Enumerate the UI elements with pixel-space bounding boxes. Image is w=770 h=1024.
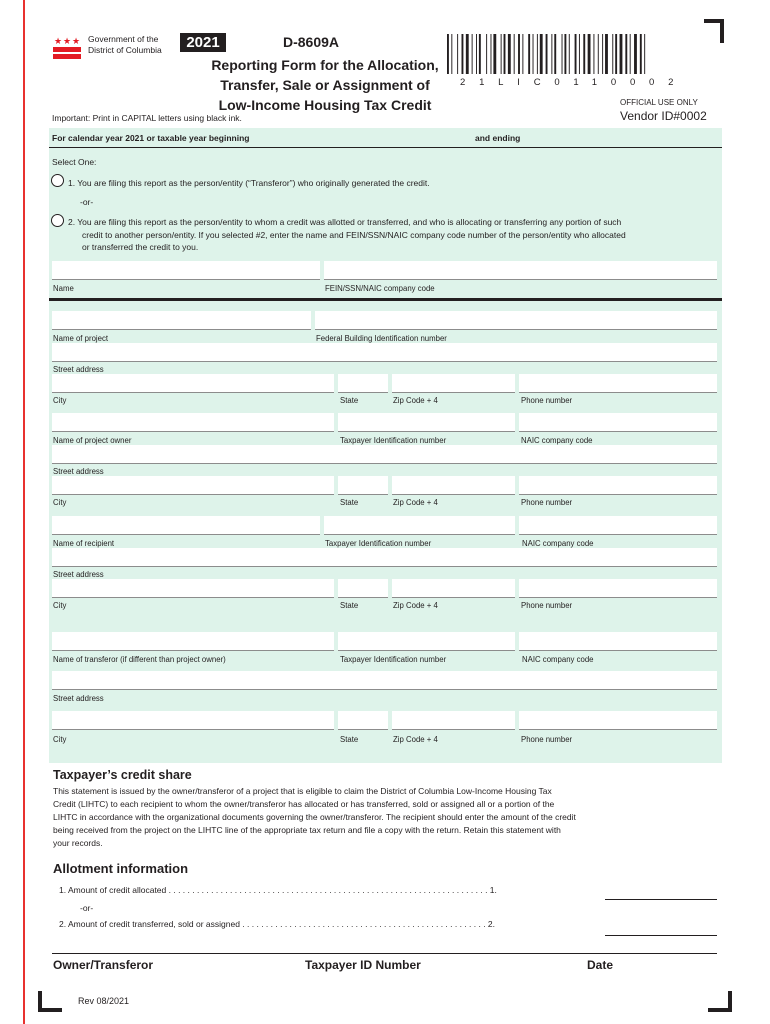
barcode-bar (462, 34, 464, 74)
barcode-bar (564, 34, 566, 74)
allotment-line2: 2. Amount of credit transferred, sold or assigned . . . . . . . . . . . . . . . . . . . . . . . . . . . . . . . . . . . . . . . . . . . . . . . . . . . . 2. (59, 919, 496, 929)
paragraph-line: LIHTC in accordance with the organizational documents governing the owner/transferor. The recipient should enter the amount of the credit (53, 812, 576, 822)
barcode-bar (593, 34, 594, 74)
barcode-bar (598, 34, 599, 74)
project-city-input[interactable] (52, 374, 334, 393)
paragraph-line: your records. (53, 838, 103, 848)
period-ending-label: and ending (475, 133, 521, 143)
street-label: Street address (53, 467, 104, 476)
divider (49, 147, 722, 148)
project-owner-label: Name of project owner (53, 436, 132, 445)
recipient-tin-input[interactable] (324, 516, 515, 535)
state-label: State (340, 601, 359, 610)
tax-year-badge: 2021 (180, 33, 226, 52)
option2-line: or transferred the credit to you. (82, 242, 199, 252)
street-label: Street address (53, 570, 104, 579)
credit-share-heading: Taxpayer’s credit share (53, 768, 192, 782)
zip-label: Zip Code + 4 (393, 396, 438, 405)
owner-street-input[interactable] (52, 445, 717, 464)
barcode-bar (640, 34, 642, 74)
allotment-heading: Allotment information (53, 861, 189, 876)
barcode-bar (644, 34, 645, 74)
state-label: State (340, 396, 359, 405)
option2-text (68, 216, 718, 254)
barcode-bar (493, 34, 496, 74)
barcode-bar (522, 34, 523, 74)
owner-state-input[interactable] (338, 476, 388, 495)
state-label: State (340, 498, 359, 507)
government-line: Government of the (88, 34, 159, 44)
recipient-street-input[interactable] (52, 548, 717, 567)
corner-mark-bottom-left-horizontal (38, 1008, 62, 1012)
barcode-bar (588, 34, 591, 74)
paragraph-line: This statement is issued by the owner/transferor of a project that is eligible to claim the District of Columbia Low-Income Housing Tax (53, 786, 552, 796)
barcode-bar (486, 34, 487, 74)
naic-label: NAIC company code (522, 539, 594, 548)
barcode-bar (612, 34, 613, 74)
street-label: Street address (53, 365, 104, 374)
transferor-phone-input[interactable] (519, 711, 717, 730)
state-label: State (340, 735, 359, 744)
project-name-input[interactable] (52, 311, 311, 330)
owner-phone-input[interactable] (519, 476, 717, 495)
barcode-bar (508, 34, 511, 74)
period-ending-field[interactable] (530, 130, 720, 146)
phone-label: Phone number (521, 601, 573, 610)
phone-label: Phone number (521, 396, 573, 405)
revision-label: Rev 08/2021 (78, 996, 130, 1006)
zip-label: Zip Code + 4 (393, 735, 438, 744)
title-line: Low-Income Housing Tax Credit (218, 97, 432, 113)
corner-mark-top-right-vertical (720, 19, 724, 43)
name-label: Name (53, 284, 74, 293)
phone-label: Phone number (521, 735, 573, 744)
paragraph-line: being received from the project on the LIHTC line of the appropriate tax return and file a copy with the return. Retain this statement with (53, 825, 561, 835)
official-use-label: OFFICIAL USE ONLY (620, 98, 698, 107)
allotment-line2-input[interactable] (605, 935, 717, 936)
barcode-bar (575, 34, 577, 74)
federal-bin-input[interactable] (315, 311, 717, 330)
recipient-label: Name of recipient (53, 539, 115, 548)
form-number: D-8609A (283, 34, 340, 50)
barcode-bar (579, 34, 580, 74)
signature-line[interactable] (52, 953, 717, 954)
transferor-label: Name of transferor (if different than project owner) (53, 655, 226, 664)
recipient-name-input[interactable] (52, 516, 320, 535)
barcode-bar (501, 34, 502, 74)
recipient-naic-input[interactable] (519, 516, 717, 535)
zip-label: Zip Code + 4 (393, 498, 438, 507)
barcode-bar (546, 34, 548, 74)
transferor-city-input[interactable] (52, 711, 334, 730)
barcode-bar (615, 34, 617, 74)
city-label: City (53, 735, 67, 744)
tin-label: Taxpayer Identification number (340, 655, 447, 664)
recipient-city-input[interactable] (52, 579, 334, 598)
barcode-bar (625, 34, 627, 74)
instructions-note: Important: Print in CAPITAL letters using black ink. (52, 113, 242, 123)
barcode-bar (569, 34, 570, 74)
barcode-bar (554, 34, 556, 74)
recipient-phone-input[interactable] (519, 579, 717, 598)
barcode-bar (518, 34, 520, 74)
owner-naic-input[interactable] (519, 413, 717, 432)
barcode-bar (476, 34, 477, 74)
barcode-bar (504, 34, 506, 74)
section-divider (49, 298, 722, 301)
corner-mark-bottom-right-horizontal (708, 1008, 732, 1012)
credit-share-paragraph (53, 785, 653, 850)
barcode-bar (528, 34, 530, 74)
or-label: -or- (80, 197, 94, 207)
barcode-digits: 21LIC0110002 (460, 77, 688, 88)
street-label: Street address (53, 694, 104, 703)
phone-label: Phone number (521, 498, 573, 507)
recipient-state-input[interactable] (338, 579, 388, 598)
select-one-label: Select One: (52, 157, 97, 167)
city-label: City (53, 601, 67, 610)
owner-tin-input[interactable] (338, 413, 515, 432)
barcode-bar (583, 34, 585, 74)
barcode-bar (466, 34, 469, 74)
allotment-line1: 1. Amount of credit allocated . . . . . . . . . . . . . . . . . . . . . . . . . . . . . . . . . . . . . . . . . . . . . . . . . . . . . . . . . . . . . . . . . . . . 1. (59, 885, 497, 895)
barcode-bar (537, 34, 538, 74)
transferor-street-input[interactable] (52, 671, 717, 690)
transferor-zip-input[interactable] (392, 711, 515, 730)
form-title (210, 55, 440, 115)
option2-line: 2. You are filing this report as the person/entity to whom a credit was allotted or transferred, and who is allocating or transferring any portion of such (68, 217, 622, 227)
title-line: Reporting Form for the Allocation, (211, 57, 439, 73)
flag-star-icon: ★ (63, 36, 72, 46)
barcode-bar (491, 34, 492, 74)
tin-label: Taxpayer Identification number (325, 539, 432, 548)
barcode-bar (457, 34, 458, 74)
federal-bin-label: Federal Building Identification number (316, 334, 447, 343)
left-margin-line (23, 0, 25, 1024)
barcode-bar (514, 34, 515, 74)
project-phone-input[interactable] (519, 374, 717, 393)
allotment-or: -or- (80, 903, 94, 913)
name-input[interactable] (52, 261, 320, 280)
barcode-bar (472, 34, 473, 74)
flag-star-icon: ★ (72, 36, 81, 46)
zip-label: Zip Code + 4 (393, 601, 438, 610)
transferor-state-input[interactable] (338, 711, 388, 730)
paragraph-line: Credit (LIHTC) to each recipient to whom the owner/transferor has allocated or has transferred, sold or assigned all or a portion of the (53, 799, 555, 809)
flag-bar (53, 47, 81, 52)
taxpayer-id-label: Taxpayer ID Number (305, 958, 421, 972)
transferor-naic-input[interactable] (519, 632, 717, 651)
fein-input[interactable] (324, 261, 717, 280)
barcode-bar (540, 34, 543, 74)
fein-label: FEIN/SSN/NAIC company code (325, 284, 435, 293)
owner-zip-input[interactable] (392, 476, 515, 495)
barcode-bar (533, 34, 534, 74)
owner-city-input[interactable] (52, 476, 334, 495)
recipient-zip-input[interactable] (392, 579, 515, 598)
owner-transferor-label: Owner/Transferor (53, 958, 154, 972)
barcode-bar (562, 34, 563, 74)
project-name-label: Name of project (53, 334, 109, 343)
government-line: District of Columbia (88, 45, 162, 55)
vendor-id: Vendor ID#0002 (620, 109, 707, 123)
date-label: Date (587, 958, 614, 972)
option2-line: credit to another person/entity. If you selected #2, enter the name and FEIN/SSN/NAIC company code number of the person/entity who allocated (82, 229, 626, 240)
transferor-tin-input[interactable] (338, 632, 515, 651)
naic-label: NAIC company code (522, 655, 594, 664)
project-owner-input[interactable] (52, 413, 334, 432)
barcode-bar (634, 34, 637, 74)
barcode-bar (605, 34, 608, 74)
city-label: City (53, 396, 67, 405)
barcode-bar (447, 34, 449, 74)
project-street-input[interactable] (52, 343, 717, 362)
project-state-input[interactable] (338, 374, 388, 393)
option1-text: 1. You are filing this report as the person/entity (“Transferor”) who originally generated the credit. (68, 178, 430, 188)
tin-label: Taxpayer Identification number (340, 436, 447, 445)
barcode-bar (551, 34, 552, 74)
period-beginning-label: For calendar year 2021 or taxable year beginning (52, 133, 250, 143)
barcode-bar (479, 34, 481, 74)
barcode-bar (602, 34, 603, 74)
flag-bar (53, 54, 81, 59)
naic-label: NAIC company code (521, 436, 593, 445)
barcode-bar (630, 34, 631, 74)
title-line: Transfer, Sale or Assignment of (220, 77, 430, 93)
option2-radio[interactable] (51, 214, 64, 227)
period-beginning-field[interactable] (275, 130, 470, 146)
barcode (447, 34, 697, 74)
flag-star-icon: ★ (54, 36, 63, 46)
government-name (88, 34, 162, 56)
transferor-name-input[interactable] (52, 632, 334, 651)
option1-radio[interactable] (51, 174, 64, 187)
project-zip-input[interactable] (392, 374, 515, 393)
barcode-bar (451, 34, 452, 74)
barcode-bar (620, 34, 623, 74)
city-label: City (53, 498, 67, 507)
allotment-line1-input[interactable] (605, 899, 717, 900)
